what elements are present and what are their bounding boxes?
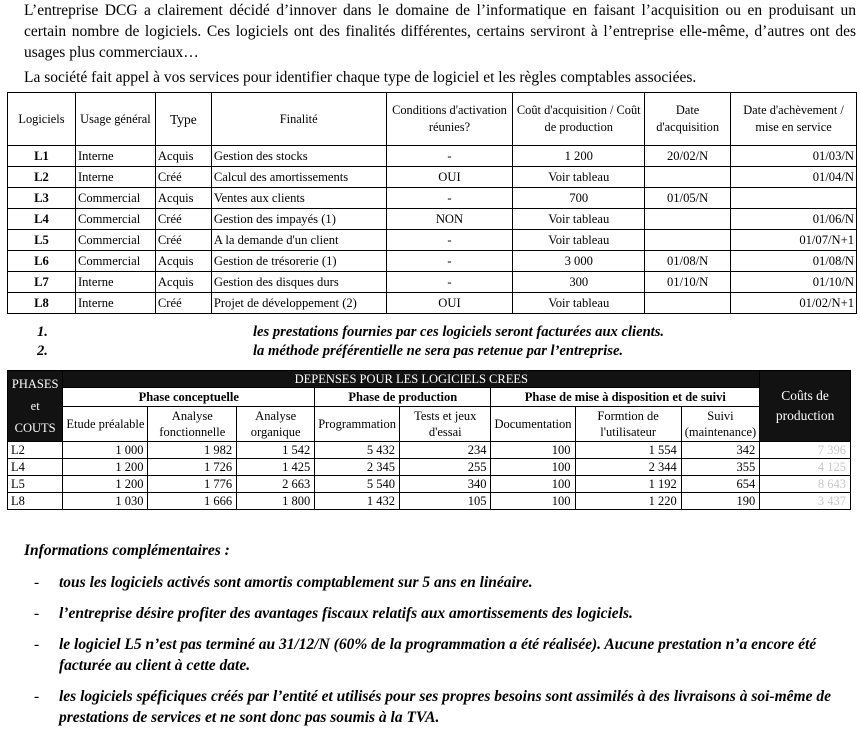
table-row [8, 493, 851, 510]
dash-bullet: - [34, 605, 40, 622]
cell-date-achevement: 01/06/N [731, 209, 857, 230]
cell-cout: 3 000 [513, 251, 645, 272]
footnote-1 [0, 324, 860, 343]
group-phase-conceptuelle: Phase conceptuelle [63, 388, 315, 407]
info-list [24, 572, 856, 738]
cell-date-acquisition: 01/05/N [645, 188, 731, 209]
cell-finalite: A la demande d'un client [211, 230, 386, 251]
col-programmation: Programmation [315, 407, 400, 442]
cell-type: Acquis [155, 146, 211, 167]
cell-expense: 100 [491, 442, 575, 459]
cell-expense: 342 [681, 442, 759, 459]
cell-date-acquisition [645, 230, 731, 251]
cell-type: Acquis [155, 188, 211, 209]
dash-bullet: - [34, 688, 40, 705]
cell-date-acquisition [645, 209, 731, 230]
couts-label: COUTS [14, 421, 56, 435]
cell-type: Acquis [155, 272, 211, 293]
cell-expense: 1 776 [148, 476, 237, 493]
software-table [7, 92, 857, 314]
request-paragraph: La société fait appel à vos services pour identifier chaque type de logiciel et les règles comptables associées. [24, 69, 697, 86]
table-row [8, 167, 857, 188]
cell-expense: 1 666 [148, 493, 237, 510]
cell-expense: 1 982 [148, 442, 237, 459]
table-row [8, 188, 857, 209]
footnote-number: 1. [37, 324, 48, 340]
col-documentation: Documentation [491, 407, 575, 442]
table-row [8, 209, 857, 230]
cell-cout: Voir tableau [513, 167, 645, 188]
cell-finalite: Gestion des stocks [211, 146, 386, 167]
et-label: et [30, 399, 40, 413]
cell-date-acquisition: 20/02/N [645, 146, 731, 167]
cell-logiciel: L2 [8, 167, 76, 188]
cell-usage: Interne [75, 272, 155, 293]
footnotes [0, 324, 860, 362]
cell-usage: Commercial [75, 251, 155, 272]
cell-logiciel: L4 [8, 209, 76, 230]
cell-date-acquisition [645, 293, 731, 314]
cell-expense: 355 [681, 459, 759, 476]
cell-conditions: - [386, 146, 513, 167]
group-phase-production: Phase de production [315, 388, 491, 407]
dash-bullet: - [34, 636, 40, 653]
info-item [24, 686, 856, 728]
cell-usage: Commercial [75, 209, 155, 230]
cell-date-acquisition: 01/08/N [645, 251, 731, 272]
table-row [8, 442, 851, 459]
cell-total-cost: 4 125 [760, 459, 851, 476]
cell-conditions: OUI [386, 167, 513, 188]
cell-expense: 1 200 [63, 459, 148, 476]
col-analyse-fonctionnelle: Analyse fonctionnelle [148, 407, 237, 442]
table-row [8, 293, 857, 314]
cell-usage: Commercial [75, 230, 155, 251]
cell-cout: Voir tableau [513, 209, 645, 230]
expenses-title: DEPENSES POUR LES LOGICIELS CREES [63, 371, 760, 388]
cell-finalite: Gestion des disques durs [211, 272, 386, 293]
expenses-table [7, 370, 851, 510]
cell-expense: 1 542 [237, 442, 315, 459]
cell-conditions: - [386, 251, 513, 272]
cell-logiciel: L5 [8, 230, 76, 251]
cell-conditions: - [386, 230, 513, 251]
cell-expense: 5 540 [315, 476, 400, 493]
cell-cout: 1 200 [513, 146, 645, 167]
cell-type: Acquis [155, 251, 211, 272]
cell-usage: Interne [75, 167, 155, 188]
cell-date-achevement: 01/03/N [731, 146, 857, 167]
cell-date-acquisition [645, 167, 731, 188]
cell-cout: 300 [513, 272, 645, 293]
header-type: Type [155, 93, 211, 146]
cell-conditions: OUI [386, 293, 513, 314]
col-formation: Formtion de l'utilisateur [575, 407, 681, 442]
cell-conditions: - [386, 272, 513, 293]
info-item [24, 634, 856, 676]
info-item-text: tous les logiciels activés sont amortis comptablement sur 5 ans en linéaire. [59, 574, 533, 591]
header-cout: Coût d'acquisition / Coût de production [513, 93, 645, 146]
cell-total-cost: 8 643 [760, 476, 851, 493]
cell-finalite: Calcul des amortissements [211, 167, 386, 188]
cell-expense: 1 192 [575, 476, 681, 493]
cell-type: Créé [155, 167, 211, 188]
cell-expense: 100 [491, 493, 575, 510]
info-item-text: les logiciels spéficiques créés par l’entité et utilisés pour ses propres besoins sont assimilés à des livraisons à soi-même de prestations de services et ne sont donc pas soumis à la TVA. [59, 688, 831, 726]
footnote-2 [0, 343, 860, 362]
cell-expense: 1 432 [315, 493, 400, 510]
header-date-acquisition: Date d'acquisition [645, 93, 731, 146]
cell-date-achevement: 01/02/N+1 [731, 293, 857, 314]
cell-expense: 1 200 [63, 476, 148, 493]
col-tests: Tests et jeux d'essai [399, 407, 490, 442]
cell-type: Créé [155, 293, 211, 314]
cell-conditions: NON [386, 209, 513, 230]
cell-logiciel: L7 [8, 272, 76, 293]
cell-date-achevement: 01/10/N [731, 272, 857, 293]
cell-finalite: Gestion de trésorerie (1) [211, 251, 386, 272]
cell-expense: 2 345 [315, 459, 400, 476]
cell-logiciel: L5 [8, 476, 63, 493]
cell-type: Créé [155, 230, 211, 251]
footnote-text: les prestations fournies par ces logiciels seront facturées aux clients. [253, 324, 665, 340]
cell-expense: 105 [399, 493, 490, 510]
info-item [24, 603, 856, 624]
table-row [8, 272, 857, 293]
cell-expense: 5 432 [315, 442, 400, 459]
info-title: Informations complémentaires : [24, 542, 230, 559]
cell-expense: 234 [399, 442, 490, 459]
cell-finalite: Ventes aux clients [211, 188, 386, 209]
info-item-text: le logiciel L5 n’est pas terminé au 31/12/N (60% de la programmation a été réalisée). Aucune prestation n’a encore été facturée au client à cette date. [59, 636, 817, 674]
cell-expense: 654 [681, 476, 759, 493]
cell-date-acquisition: 01/10/N [645, 272, 731, 293]
cell-logiciel: L1 [8, 146, 76, 167]
cell-finalite: Projet de développement (2) [211, 293, 386, 314]
intro-paragraph: L’entreprise DCG a clairement décidé d’innover dans le domaine de l’informatique en faisant l’acquisition ou en produisant un certain nombre de logiciels. Ces logiciels ont des finalités différentes, certains serviront à l’entreprise elle-même, d’autres ont des usages plus commerciaux… [24, 2, 856, 61]
costs-header: Coûts de production [760, 371, 851, 442]
cell-usage: Interne [75, 146, 155, 167]
header-usage: Usage général [75, 93, 155, 146]
phases-label: PHASES [11, 377, 59, 391]
cell-expense: 1 425 [237, 459, 315, 476]
cell-logiciel: L2 [8, 442, 63, 459]
cell-total-cost: 3 437 [760, 493, 851, 510]
header-finalite: Finalité [211, 93, 386, 146]
cell-conditions: - [386, 188, 513, 209]
table-row [8, 146, 857, 167]
cell-date-achevement: 01/08/N [731, 251, 857, 272]
cell-expense: 2 663 [237, 476, 315, 493]
cell-expense: 1 726 [148, 459, 237, 476]
col-analyse-organique: Analyse organique [237, 407, 315, 442]
phases-couts-label [8, 371, 63, 442]
table-row [8, 251, 857, 272]
cell-expense: 1 000 [63, 442, 148, 459]
info-item [24, 572, 856, 593]
cell-expense: 190 [681, 493, 759, 510]
group-phase-mise-a-disposition: Phase de mise à disposition et de suivi [491, 388, 760, 407]
cell-cout: Voir tableau [513, 293, 645, 314]
cell-logiciel: L3 [8, 188, 76, 209]
footnote-text: la méthode préférentielle ne sera pas retenue par l’entreprise. [253, 343, 624, 359]
header-conditions: Conditions d'activation réunies? [386, 93, 513, 146]
cell-cout: Voir tableau [513, 230, 645, 251]
cell-expense: 255 [399, 459, 490, 476]
col-etude-prealable: Etude préalable [63, 407, 148, 442]
cell-expense: 1 030 [63, 493, 148, 510]
cell-date-achevement: 01/07/N+1 [731, 230, 857, 251]
header-date-achevement: Date d'achèvement / mise en service [731, 93, 857, 146]
cell-expense: 1 554 [575, 442, 681, 459]
cell-total-cost: 7 396 [760, 442, 851, 459]
table-row [8, 476, 851, 493]
header-logiciels: Logiciels [8, 93, 76, 146]
cell-logiciel: L6 [8, 251, 76, 272]
cell-usage: Interne [75, 293, 155, 314]
dash-bullet: - [34, 574, 40, 591]
cell-date-achevement [731, 188, 857, 209]
cell-logiciel: L8 [8, 293, 76, 314]
cell-expense: 1 220 [575, 493, 681, 510]
cell-expense: 100 [491, 459, 575, 476]
cell-usage: Commercial [75, 188, 155, 209]
software-table-header [8, 93, 857, 146]
cell-logiciel: L8 [8, 493, 63, 510]
cell-expense: 2 344 [575, 459, 681, 476]
cell-logiciel: L4 [8, 459, 63, 476]
table-row [8, 459, 851, 476]
cell-cout: 700 [513, 188, 645, 209]
cell-type: Créé [155, 209, 211, 230]
cell-finalite: Gestion des impayés (1) [211, 209, 386, 230]
table-row [8, 230, 857, 251]
cell-date-achevement: 01/04/N [731, 167, 857, 188]
cell-expense: 340 [399, 476, 490, 493]
info-item-text: l’entreprise désire profiter des avantages fiscaux relatifs aux amortissements des logiciels. [59, 605, 633, 622]
col-suivi: Suivi (maintenance) [681, 407, 759, 442]
cell-expense: 1 800 [237, 493, 315, 510]
footnote-number: 2. [37, 343, 48, 359]
cell-expense: 100 [491, 476, 575, 493]
